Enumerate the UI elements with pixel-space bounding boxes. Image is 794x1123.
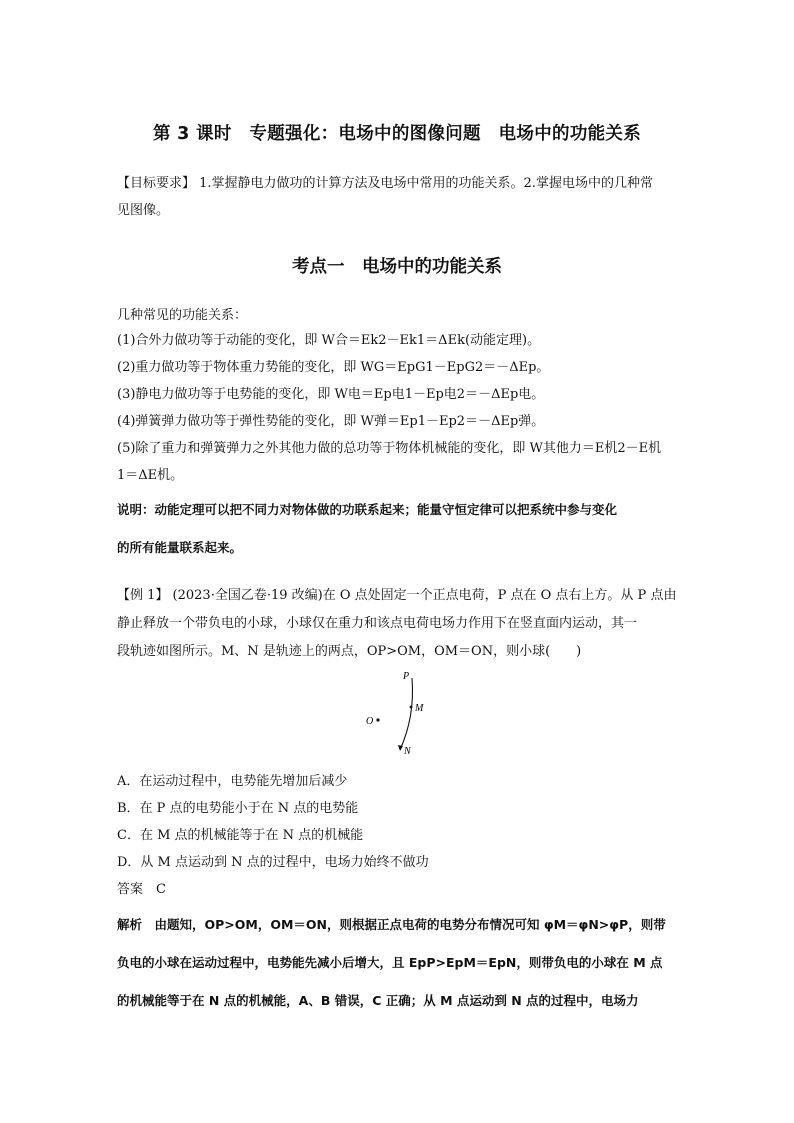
point-O-dot: [376, 718, 379, 721]
example-line-3: 段轨迹如图所示。M、N 是轨迹上的两点，OP>OM，OM＝ON，则小球( ): [117, 644, 582, 659]
option-d: D．从 M 点运动到 N 点的过程中，电场力始终不做功: [117, 855, 429, 870]
trajectory-curve: [400, 678, 413, 750]
note-line-1: 说明：动能定理可以把不同力对物体做的功联系起来；能量守恒定律可以把系统中参与变化: [117, 502, 618, 517]
example-line-2: 静止释放一个带负电的小球，小球仅在重力和该点电荷电场力作用下在竖直面内运动，其一: [117, 616, 638, 631]
relations-intro: 几种常见的功能关系：: [117, 308, 248, 323]
example-line-1: 【例 1】 (2023·全国乙卷·19 改编)在 O 点处固定一个正点电荷，P 点在 O 点右上方。从 P 点由: [117, 588, 677, 603]
analysis-line-2: 负电的小球在运动过程中，电势能先减小后增大，且 EpP>EpM＝EpN，则带负电的小球在 M 点: [117, 955, 663, 970]
relation-2: (2)重力做功等于物体重力势能的变化，即 WG＝EpG1－EpG2＝－ΔEp。: [117, 360, 550, 375]
note-line-2: 的所有能量联系起来。: [117, 540, 243, 555]
relation-4: (4)弹簧弹力做功等于弹性势能的变化，即 W弹＝Ep1－Ep2＝－ΔEp弹。: [117, 414, 545, 429]
label-N: N: [404, 746, 411, 757]
label-P: P: [403, 671, 410, 682]
option-a: A．在运动过程中，电势能先增加后减少: [117, 774, 348, 789]
option-c: C．在 M 点的机械能等于在 N 点的机械能: [117, 828, 364, 843]
option-b: B．在 P 点的电势能小于在 N 点的电势能: [117, 801, 359, 816]
relation-5: (5)除了重力和弹簧弹力之外其他力做的总功等于物体机械能的变化，即 W其他力＝E机2－E机: [117, 441, 662, 456]
objectives-line-2: 见图像。: [117, 203, 170, 218]
point-M-dot: [410, 706, 413, 709]
relation-1: (1)合外力做功等于动能的变化，即 W合＝Ek2－Ek1＝ΔEk(动能定理)。: [117, 333, 541, 348]
trajectory-arrow: [398, 745, 403, 751]
objectives-line-1: 【目标要求】 1.掌握静电力做功的计算方法及电场中常用的功能关系。2.掌握电场中的几种常: [117, 176, 653, 191]
analysis-line-1: 解析 由题知，OP>OM，OM＝ON，则根据正点电荷的电势分布情况可知 φM＝φN>φP，则带: [117, 917, 666, 932]
trajectory-figure: [360, 665, 440, 760]
section-heading: 考点一 电场中的功能关系: [292, 257, 502, 277]
label-M: M: [415, 703, 424, 714]
relation-3: (3)静电力做功等于电势能的变化，即 W电＝Ep电1－Ep电2＝－ΔEp电。: [117, 387, 545, 402]
relation-5-cont: 1＝ΔE机。: [117, 468, 184, 483]
label-O: O: [366, 716, 374, 727]
answer: 答案 C: [117, 882, 166, 897]
page-title: 第 3 课时 专题强化：电场中的图像问题 电场中的功能关系: [152, 124, 642, 144]
analysis-line-3: 的机械能等于在 N 点的机械能，A、B 错误，C 正确；从 M 点运动到 N 点的过程中，电场力: [117, 993, 639, 1008]
